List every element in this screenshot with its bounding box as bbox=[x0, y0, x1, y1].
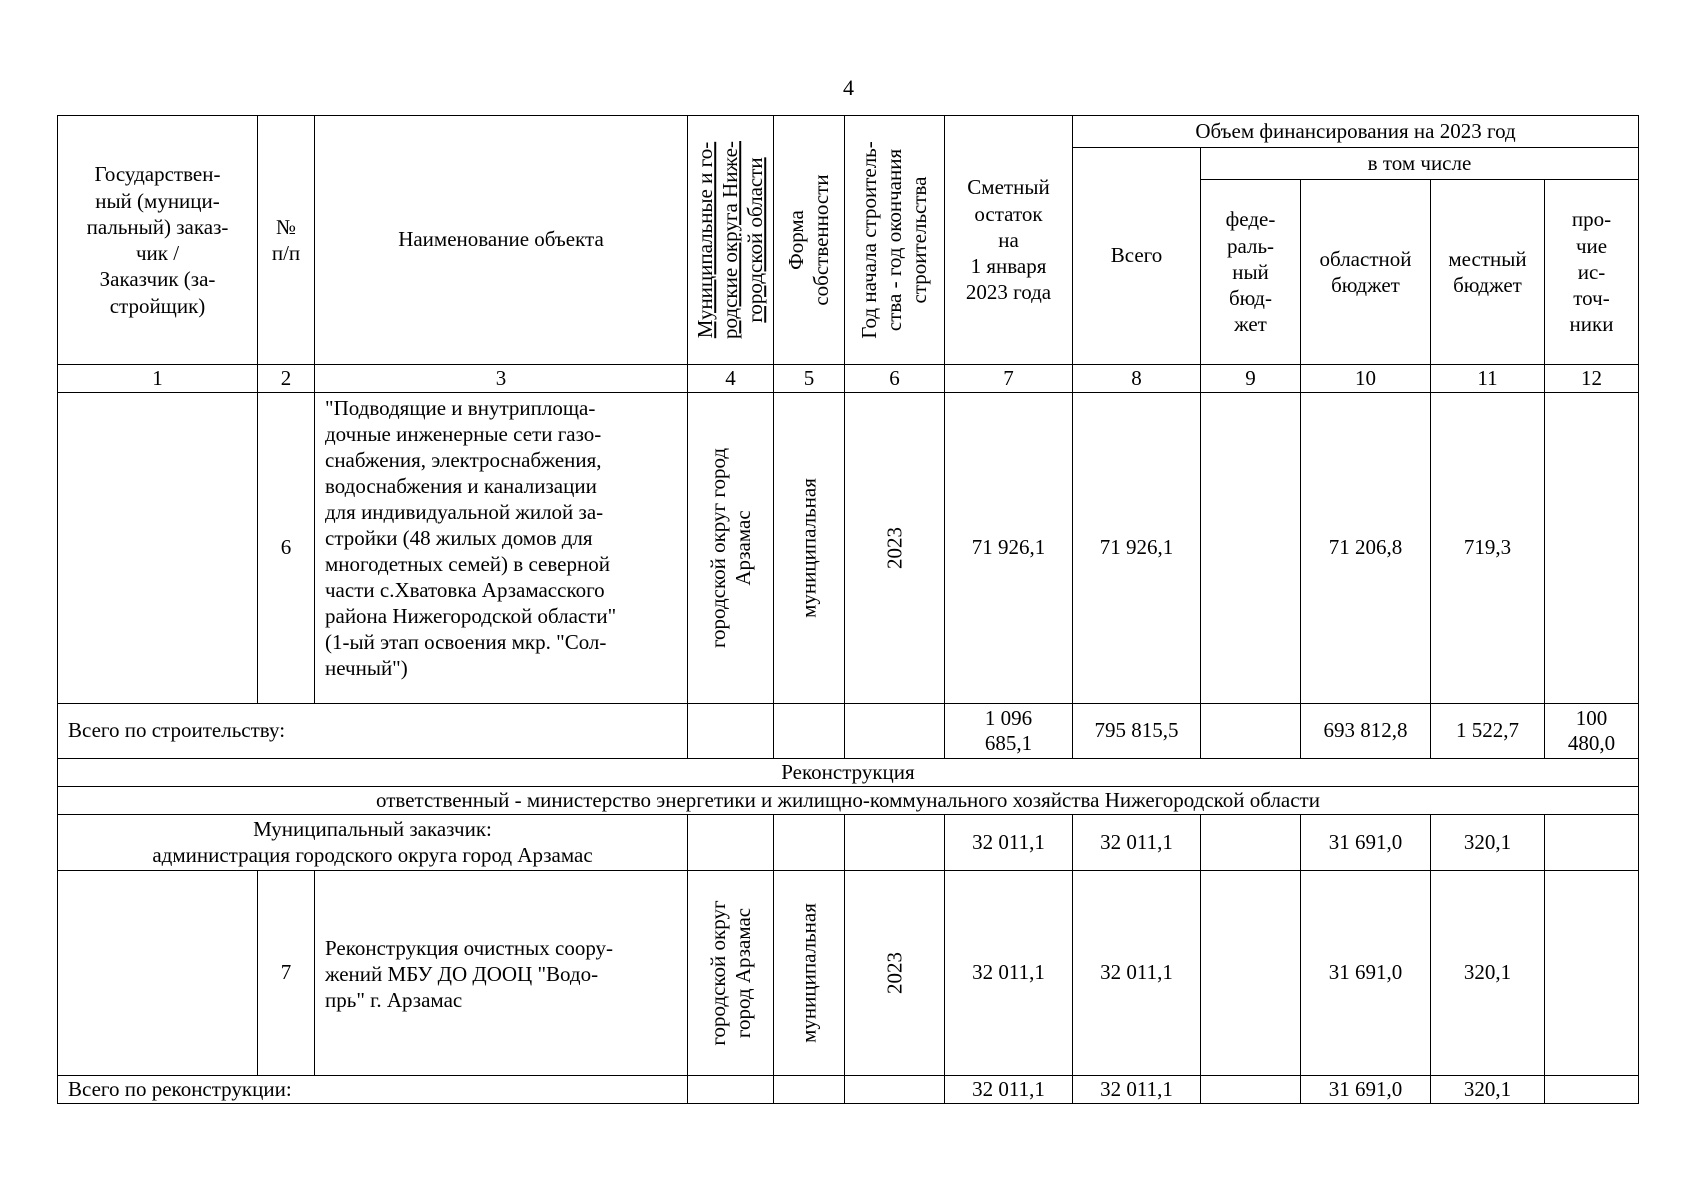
reconstruction-total-row bbox=[58, 1076, 1639, 1104]
header-financing: Объем финансирования на 2023 год bbox=[1073, 116, 1639, 148]
column-number: 2 bbox=[258, 365, 315, 393]
empty-cell bbox=[688, 704, 774, 759]
header-regional: областной бюджет bbox=[1301, 180, 1431, 365]
empty-cell bbox=[845, 704, 945, 759]
customer-cell bbox=[58, 393, 258, 704]
construction-total-row bbox=[58, 704, 1639, 759]
total-cell: 71 926,1 bbox=[1073, 393, 1201, 704]
column-number: 5 bbox=[774, 365, 845, 393]
column-number: 7 bbox=[945, 365, 1073, 393]
financing-table bbox=[57, 115, 1639, 1104]
header-total: Всего bbox=[1073, 148, 1201, 365]
table-row bbox=[58, 871, 1639, 1076]
empty-cell bbox=[688, 1076, 774, 1104]
customer-cell bbox=[58, 871, 258, 1076]
local-cell: 719,3 bbox=[1431, 393, 1545, 704]
estimate-cell: 1 096 685,1 bbox=[945, 704, 1073, 759]
other-cell bbox=[1545, 815, 1639, 871]
estimate-cell: 32 011,1 bbox=[945, 871, 1073, 1076]
section-responsible: ответственный - министерство энергетики и жилищно-коммунального хозяйства Нижегородской области bbox=[58, 787, 1639, 815]
customer-label: Муниципальный заказчик: администрация городского округа город Арзамас bbox=[58, 815, 688, 871]
header-years: Год начала строитель- ства - год окончания строительства bbox=[845, 116, 945, 365]
local-cell: 1 522,7 bbox=[1431, 704, 1545, 759]
estimate-cell: 32 011,1 bbox=[945, 1076, 1073, 1104]
local-cell: 320,1 bbox=[1431, 1076, 1545, 1104]
local-cell: 320,1 bbox=[1431, 815, 1545, 871]
customer-row bbox=[58, 815, 1639, 871]
column-number: 6 bbox=[845, 365, 945, 393]
header-federal: феде- раль- ный бюд- жет bbox=[1201, 180, 1301, 365]
other-cell bbox=[1545, 1076, 1639, 1104]
empty-cell bbox=[688, 815, 774, 871]
header-customer: Государствен- ный (муници- пальный) заказ- чик / Заказчик (за- стройщик) bbox=[58, 116, 258, 365]
federal-cell bbox=[1201, 815, 1301, 871]
estimate-cell: 71 926,1 bbox=[945, 393, 1073, 704]
page-number: 4 bbox=[843, 75, 854, 100]
empty-cell bbox=[845, 815, 945, 871]
empty-cell bbox=[845, 1076, 945, 1104]
object-name: "Подводящие и внутриплоща- дочные инженерные сети газо- снабжения, электроснабжения, водоснабжения и канализации для индивидуальной жилой за- стройки (48 жилых домов для многодетных семей) в северной части с.Хватовка Арзамасского района Нижегородской области" (1-ый этап освоения мкр. "Сол- нечный") bbox=[315, 393, 688, 704]
year-cell: 2023 bbox=[845, 871, 945, 1076]
ownership-cell: муниципальная bbox=[774, 393, 845, 704]
column-number: 1 bbox=[58, 365, 258, 393]
header-estimate: Сметный остаток на 1 января 2023 года bbox=[945, 116, 1073, 365]
empty-cell bbox=[774, 815, 845, 871]
header-object-name: Наименование объекта bbox=[315, 116, 688, 365]
header-num: № п/п bbox=[258, 116, 315, 365]
header-local: местный бюджет bbox=[1431, 180, 1545, 365]
estimate-cell: 32 011,1 bbox=[945, 815, 1073, 871]
table-row bbox=[58, 393, 1639, 704]
header-other: про- чие ис- точ- ники bbox=[1545, 180, 1639, 365]
regional-cell: 31 691,0 bbox=[1301, 1076, 1431, 1104]
other-cell: 100 480,0 bbox=[1545, 704, 1639, 759]
other-cell bbox=[1545, 871, 1639, 1076]
column-numbers-row bbox=[58, 365, 1639, 393]
federal-cell bbox=[1201, 1076, 1301, 1104]
column-number: 4 bbox=[688, 365, 774, 393]
regional-cell: 693 812,8 bbox=[1301, 704, 1431, 759]
empty-cell bbox=[774, 704, 845, 759]
total-cell: 32 011,1 bbox=[1073, 871, 1201, 1076]
other-cell bbox=[1545, 393, 1639, 704]
regional-cell: 71 206,8 bbox=[1301, 393, 1431, 704]
federal-cell bbox=[1201, 871, 1301, 1076]
header-including: в том числе bbox=[1201, 148, 1639, 180]
regional-cell: 31 691,0 bbox=[1301, 871, 1431, 1076]
total-cell: 795 815,5 bbox=[1073, 704, 1201, 759]
header-ownership: Форма собственности bbox=[774, 116, 845, 365]
row-num: 6 bbox=[258, 393, 315, 704]
object-name: Реконструкция очистных соору- жений МБУ ДО ДООЦ "Водо- прь" г. Арзамас bbox=[315, 871, 688, 1076]
column-number: 12 bbox=[1545, 365, 1639, 393]
local-cell: 320,1 bbox=[1431, 871, 1545, 1076]
empty-cell bbox=[774, 1076, 845, 1104]
total-cell: 32 011,1 bbox=[1073, 1076, 1201, 1104]
total-cell: 32 011,1 bbox=[1073, 815, 1201, 871]
municipal-cell: городской округ город Арзамас bbox=[688, 393, 774, 704]
municipal-cell: городской округ город Арзамас bbox=[688, 871, 774, 1076]
ownership-cell: муниципальная bbox=[774, 871, 845, 1076]
column-number: 9 bbox=[1201, 365, 1301, 393]
column-number: 8 bbox=[1073, 365, 1201, 393]
year-cell: 2023 bbox=[845, 393, 945, 704]
column-number: 11 bbox=[1431, 365, 1545, 393]
regional-cell: 31 691,0 bbox=[1301, 815, 1431, 871]
column-number: 10 bbox=[1301, 365, 1431, 393]
header-municipal: Муниципальные и го- родские округа Ниже- городской области bbox=[688, 116, 774, 365]
federal-cell bbox=[1201, 393, 1301, 704]
reconstruction-total-label: Всего по реконструкции: bbox=[58, 1076, 688, 1104]
column-number: 3 bbox=[315, 365, 688, 393]
construction-total-label: Всего по строительству: bbox=[58, 704, 688, 759]
row-num: 7 bbox=[258, 871, 315, 1076]
section-title: Реконструкция bbox=[58, 759, 1639, 787]
federal-cell bbox=[1201, 704, 1301, 759]
